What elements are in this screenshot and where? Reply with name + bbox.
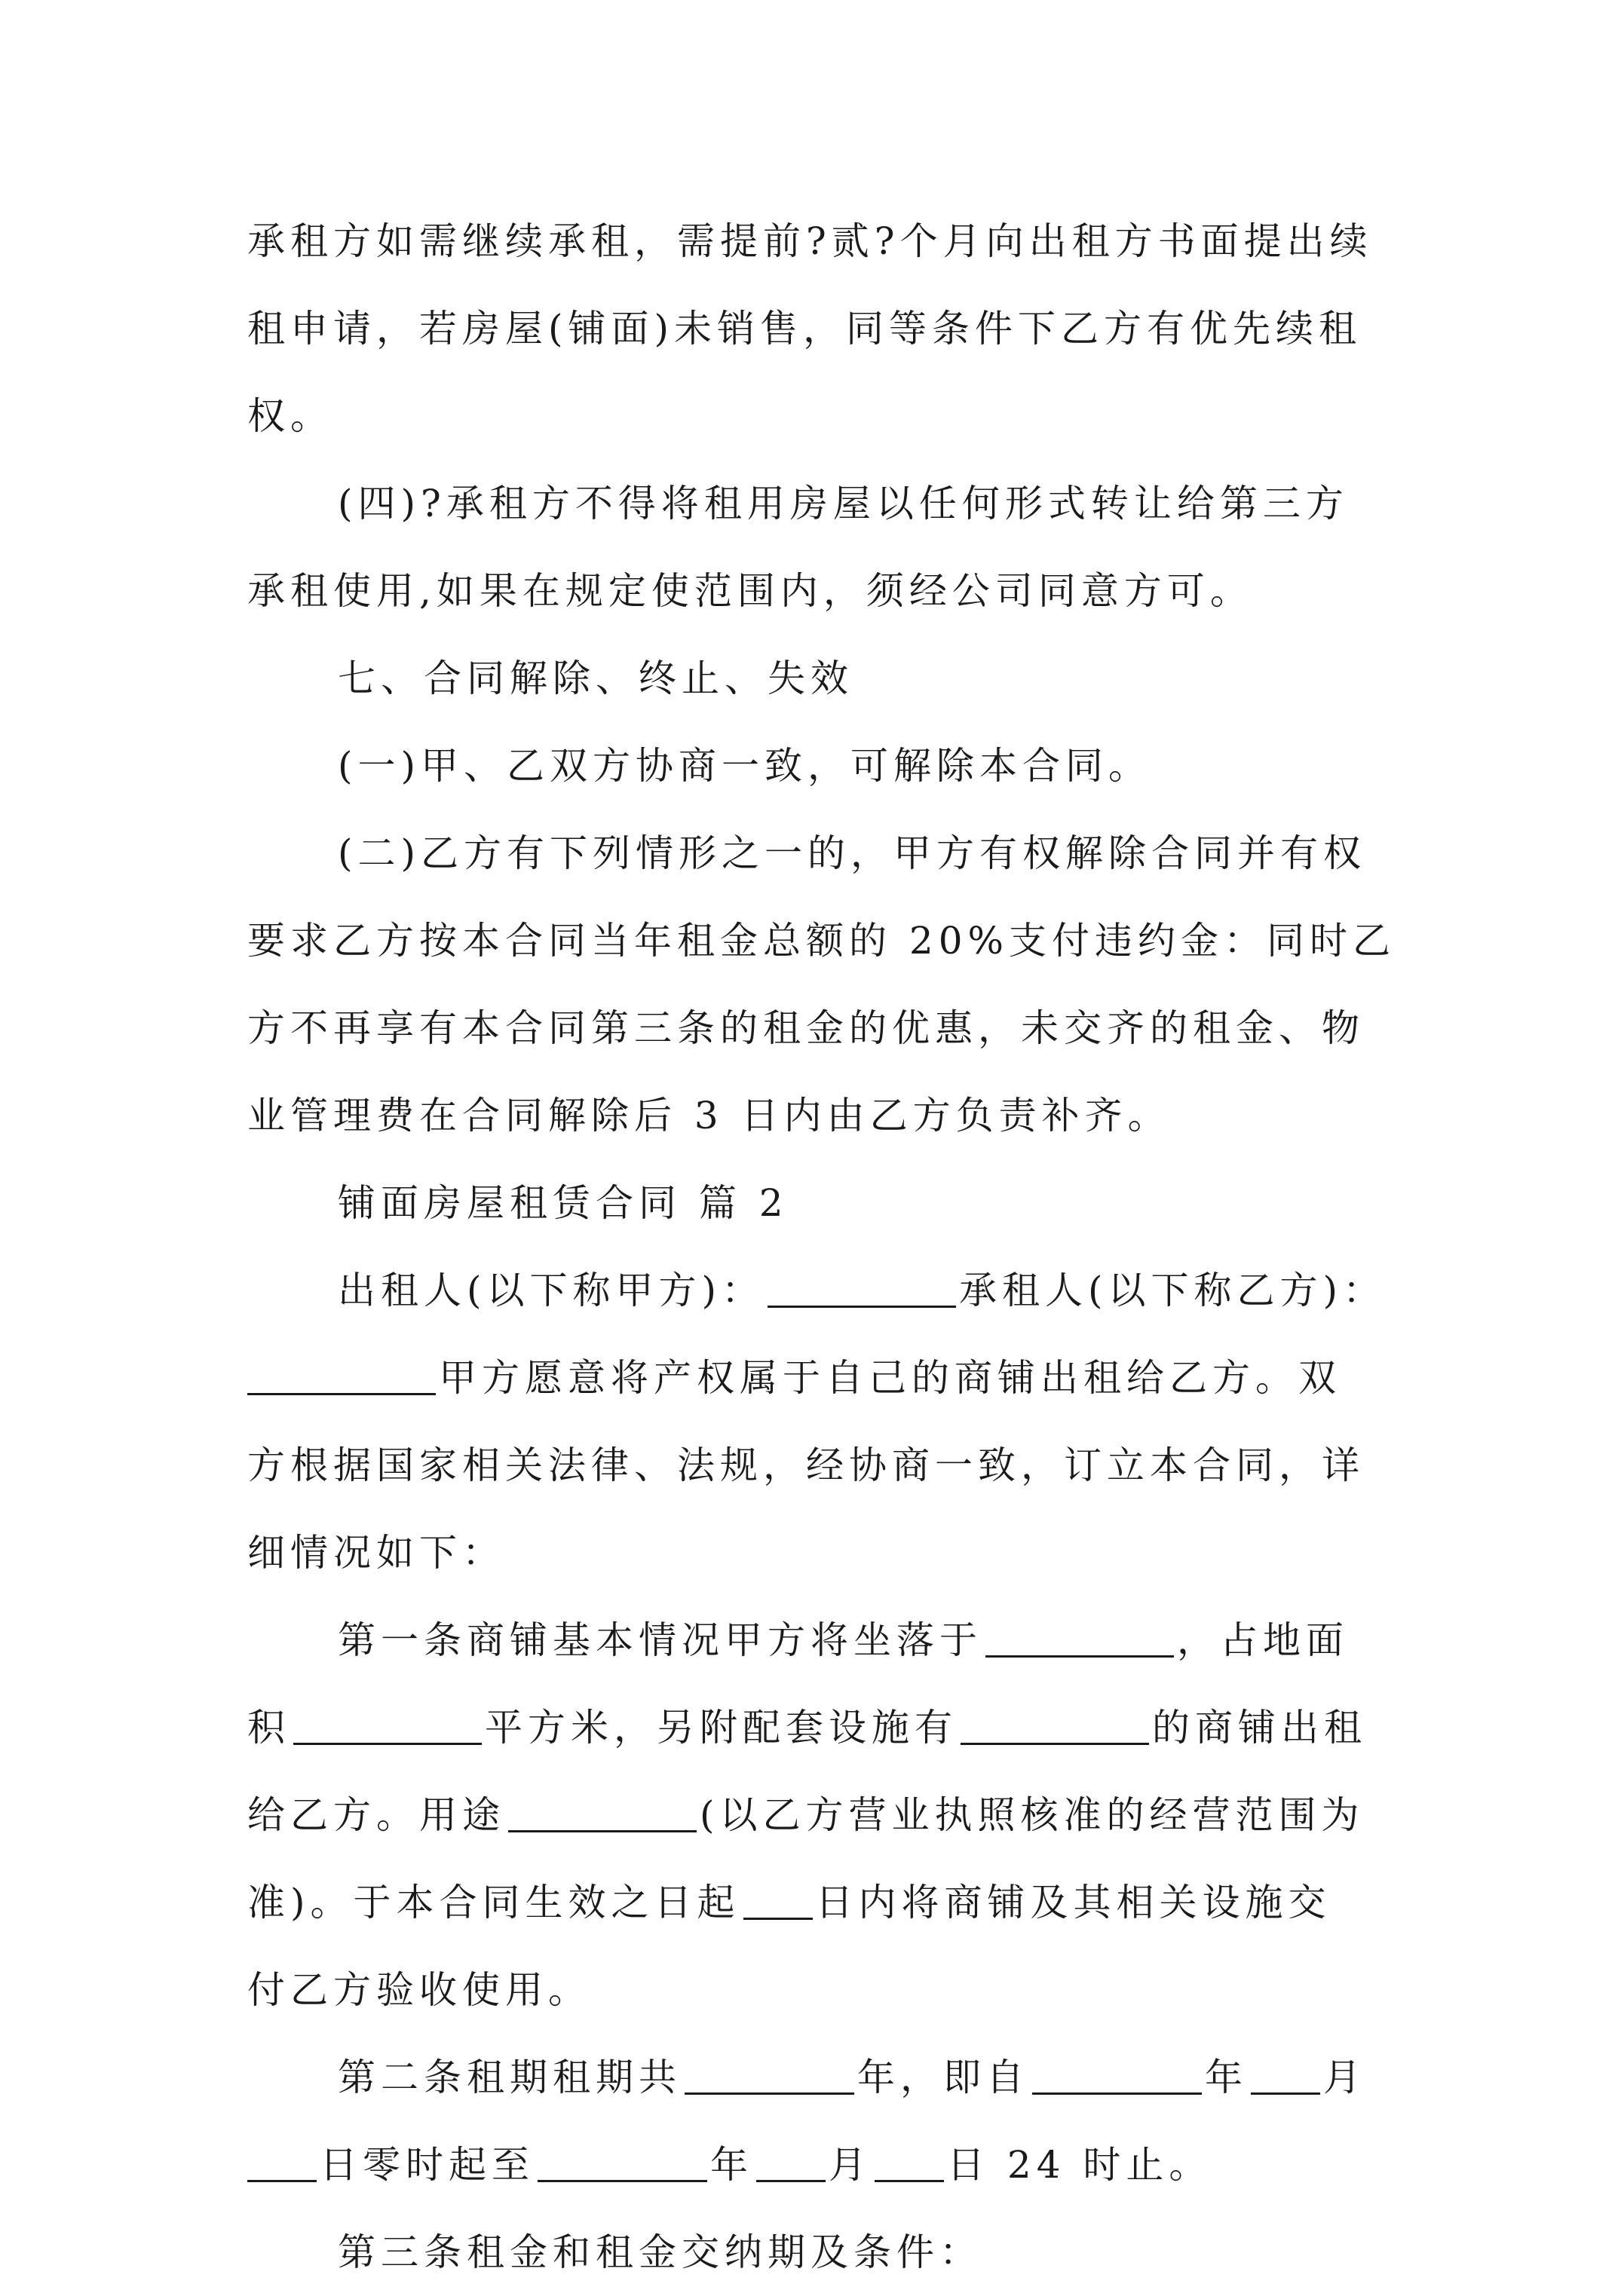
text-line: 承租方如需继续承租，需提前?贰?个月向出租方书面提出续 xyxy=(247,219,1373,263)
text-line: 付乙方验收使用。 xyxy=(247,1968,591,2012)
text-line: 业管理费在合同解除后 3 日内由乙方负责补齐。 xyxy=(247,1094,1171,1137)
text-segment: 给乙方。用途 xyxy=(247,1793,505,1837)
party-line xyxy=(247,1334,1378,1422)
party-line xyxy=(247,1247,1387,1334)
start-day-blank xyxy=(247,2144,317,2182)
facilities-blank xyxy=(961,1707,1149,1745)
end-day-blank xyxy=(875,2144,944,2182)
text-line: (四)?承租方不得将租用房屋以任何形式转让给第三方 xyxy=(338,482,1349,525)
lessee-label: 承租人(以下称乙方)： xyxy=(959,1269,1387,1312)
article-3-heading: 第三条租金和租金交纳期及条件： xyxy=(338,2230,982,2274)
start-month-blank xyxy=(1251,2056,1320,2095)
document-body xyxy=(247,197,1396,2296)
start-year-blank xyxy=(1032,2056,1202,2095)
article-1-line xyxy=(247,1859,1378,1946)
text-line: 要求乙方按本合同当年租金总额的 20%支付违约金：同时乙 xyxy=(247,919,1396,963)
text-segment: 甲方愿意将产权属于自己的商铺出租给乙方。双 xyxy=(439,1356,1341,1400)
article-1-line xyxy=(247,1684,1378,1771)
article-2-line xyxy=(247,2121,1378,2209)
text-segment: 月 xyxy=(1323,2056,1366,2099)
text-segment: 平方米，另附配套设施有 xyxy=(485,1706,958,1750)
text-segment: 第二条租期租期共 xyxy=(338,2056,682,2099)
text-segment: 月 xyxy=(829,2143,872,2187)
lessor-label: 出租人(以下称甲方)： xyxy=(338,1269,765,1312)
text-segment: 日零时起至 xyxy=(320,2143,535,2187)
article-2-line xyxy=(247,2034,1378,2121)
end-year-blank xyxy=(538,2144,707,2182)
contract-title: 铺面房屋租赁合同 篇 2 xyxy=(338,1181,789,1225)
text-line: 细情况如下： xyxy=(247,1531,505,1575)
text-line: 方根据国家相关法律、法规，经协商一致，订立本合同，详 xyxy=(247,1443,1365,1487)
area-blank xyxy=(293,1707,482,1745)
text-line: (一)甲、乙双方协商一致，可解除本合同。 xyxy=(338,744,1152,788)
lessor-blank xyxy=(768,1269,956,1308)
text-line: 承租使用,如果在规定使范围内，须经公司同意方可。 xyxy=(247,569,1253,613)
text-segment: 日内将商铺及其相关设施交 xyxy=(815,1881,1331,1924)
text-segment: (以乙方营业执照核准的经营范围为 xyxy=(700,1793,1365,1837)
text-line: (二)乙方有下列情形之一的，甲方有权解除合同并有权 xyxy=(338,831,1367,875)
text-segment: 年 xyxy=(710,2143,753,2187)
text-segment: 准)。于本合同生效之日起 xyxy=(247,1881,740,1924)
section-heading: 七、合同解除、终止、失效 xyxy=(338,657,853,700)
location-blank xyxy=(985,1619,1174,1658)
article-1-line xyxy=(247,1771,1378,1859)
term-years-blank xyxy=(685,2056,854,2095)
text-segment: 日 24 时止。 xyxy=(947,2143,1212,2187)
end-month-blank xyxy=(756,2144,826,2182)
text-segment: 的商铺出租 xyxy=(1152,1706,1367,1750)
text-segment: ，占地面 xyxy=(1177,1618,1349,1662)
usage-blank xyxy=(508,1794,697,1832)
article-1-line xyxy=(247,1596,1378,1684)
text-segment: 年 xyxy=(1205,2056,1248,2099)
text-segment: 第一条商铺基本情况甲方将坐落于 xyxy=(338,1618,982,1662)
text-segment: 积 xyxy=(247,1706,290,1750)
lessee-blank xyxy=(247,1357,436,1395)
text-segment: 年，即自 xyxy=(857,2056,1029,2099)
days-blank xyxy=(743,1881,813,1920)
text-line: 租申请，若房屋(铺面)未销售，同等条件下乙方有优先续租 xyxy=(247,307,1362,351)
text-line: 权。 xyxy=(247,394,333,438)
text-line: 方不再享有本合同第三条的租金的优惠，未交齐的租金、物 xyxy=(247,1006,1365,1050)
